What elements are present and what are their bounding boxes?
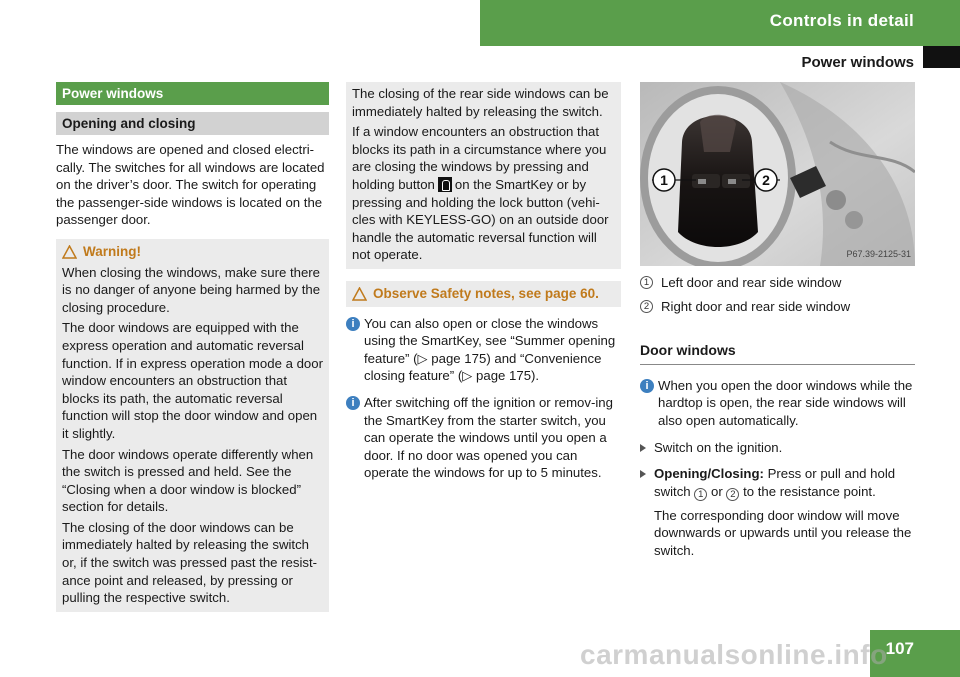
box-paragraph: If a window encounters an obstruction that blocks its path in a circumstance where you are closing the windows by pressing and holding button on the SmartKey or by pressing and holding the lock button (vehi-cles with KEYLESS-GO) on an outside door handle the automatic reversal function will not operate. [352,124,609,263]
column-2 [346,82,621,482]
safety-title [352,285,615,303]
arrow-right-icon [640,444,648,452]
warning-triangle-icon [352,287,367,301]
warning-triangle-icon [62,245,77,259]
intro-paragraph: The windows are opened and closed electri-cally. The switches for all windows are located on the driver’s door. The switch for operating the passenger-side windows is located on the passenger door. [56,142,325,228]
continued-warning-box [346,82,621,269]
info-note: i When you open the door windows while the hardtop is open, the rear side windows will also open automatically. [640,377,915,430]
column-1 [56,82,329,612]
legend-item [640,298,915,316]
step-item [640,439,915,457]
info-note: i You can also open or close the windows using the SmartKey, see “Summer opening feature” (▷ page 175) and “Convenience closing feature” (▷ page 175). [346,315,621,385]
callout-2: 2 [762,172,770,188]
legend-text: Left door and rear side window [661,275,842,290]
watermark: carmanualsonline.info [580,639,888,670]
warning-title-text: Warning! [83,243,141,259]
warning-paragraph: The door windows operate differently when the switch is pressed and held. See the “Closing when a door window is blocked” section for details. [62,446,314,515]
photo-code: P67.39-2125-31 [846,249,911,260]
section-heading: Power windows [56,82,329,105]
subsection-heading: Opening and closing [56,112,329,135]
switch-photo [640,82,915,266]
door-switch-illustration [640,82,915,266]
box-paragraph: The closing of the rear side windows can be immediately halted by releasing the switch. [352,86,609,119]
section-title: Power windows [801,54,914,71]
step-item [640,465,915,501]
safety-link[interactable]: Observe Safety notes, see page 60. [373,285,599,301]
arrow-right-icon [640,470,648,478]
chapter-header-bar [480,0,960,46]
callout-1: 1 [660,172,668,188]
info-icon: i [640,379,654,393]
warning-paragraph: The closing of the door windows can be immediately halted by releasing the switch or, if the switch was pressed past the resist-ance point and released, by pressing or pulling the respective switch. [62,519,318,606]
warning-paragraph: When closing the windows, make sure there is no danger of anyone being harmed by the closing procedure. [62,264,321,315]
door-windows-heading: Door windows [640,342,915,365]
info-note: i After switching off the ignition or remov-ing the SmartKey from the starter switch, you can operate the windows until you open a door. If no door was opened you can operate the windows for up to 5 minutes. [346,394,621,482]
header-marker [923,46,960,68]
column-3 [640,82,915,560]
warning-title [62,243,323,261]
page-number: 107 [870,630,960,677]
warning-paragraph: The door windows are equipped with the express operation and automatic reversal function. If in express operation mode a door window encounters an obstruction that blocks its path, the automatic reversal function will stop the door window and open it slightly. [62,320,323,441]
legend-number: 2 [640,300,653,313]
step-text: Switch on the ignition. [654,439,783,455]
safety-box [346,281,621,307]
warning-box [56,239,329,612]
info-icon: i [346,396,360,410]
chapter-title: Controls in detail [769,11,914,30]
legend-number: 1 [640,276,653,289]
info-icon: i [346,317,360,331]
step-text: Opening/Closing: Press or pull and hold switch 1 or 2 to the resistance point. [654,466,896,500]
lock-button-icon [438,177,452,192]
step-result: The corresponding door window will move downwards or upwards until you release the switch. [654,507,912,558]
legend-item [640,274,915,292]
legend-text: Right door and rear side window [661,298,851,314]
